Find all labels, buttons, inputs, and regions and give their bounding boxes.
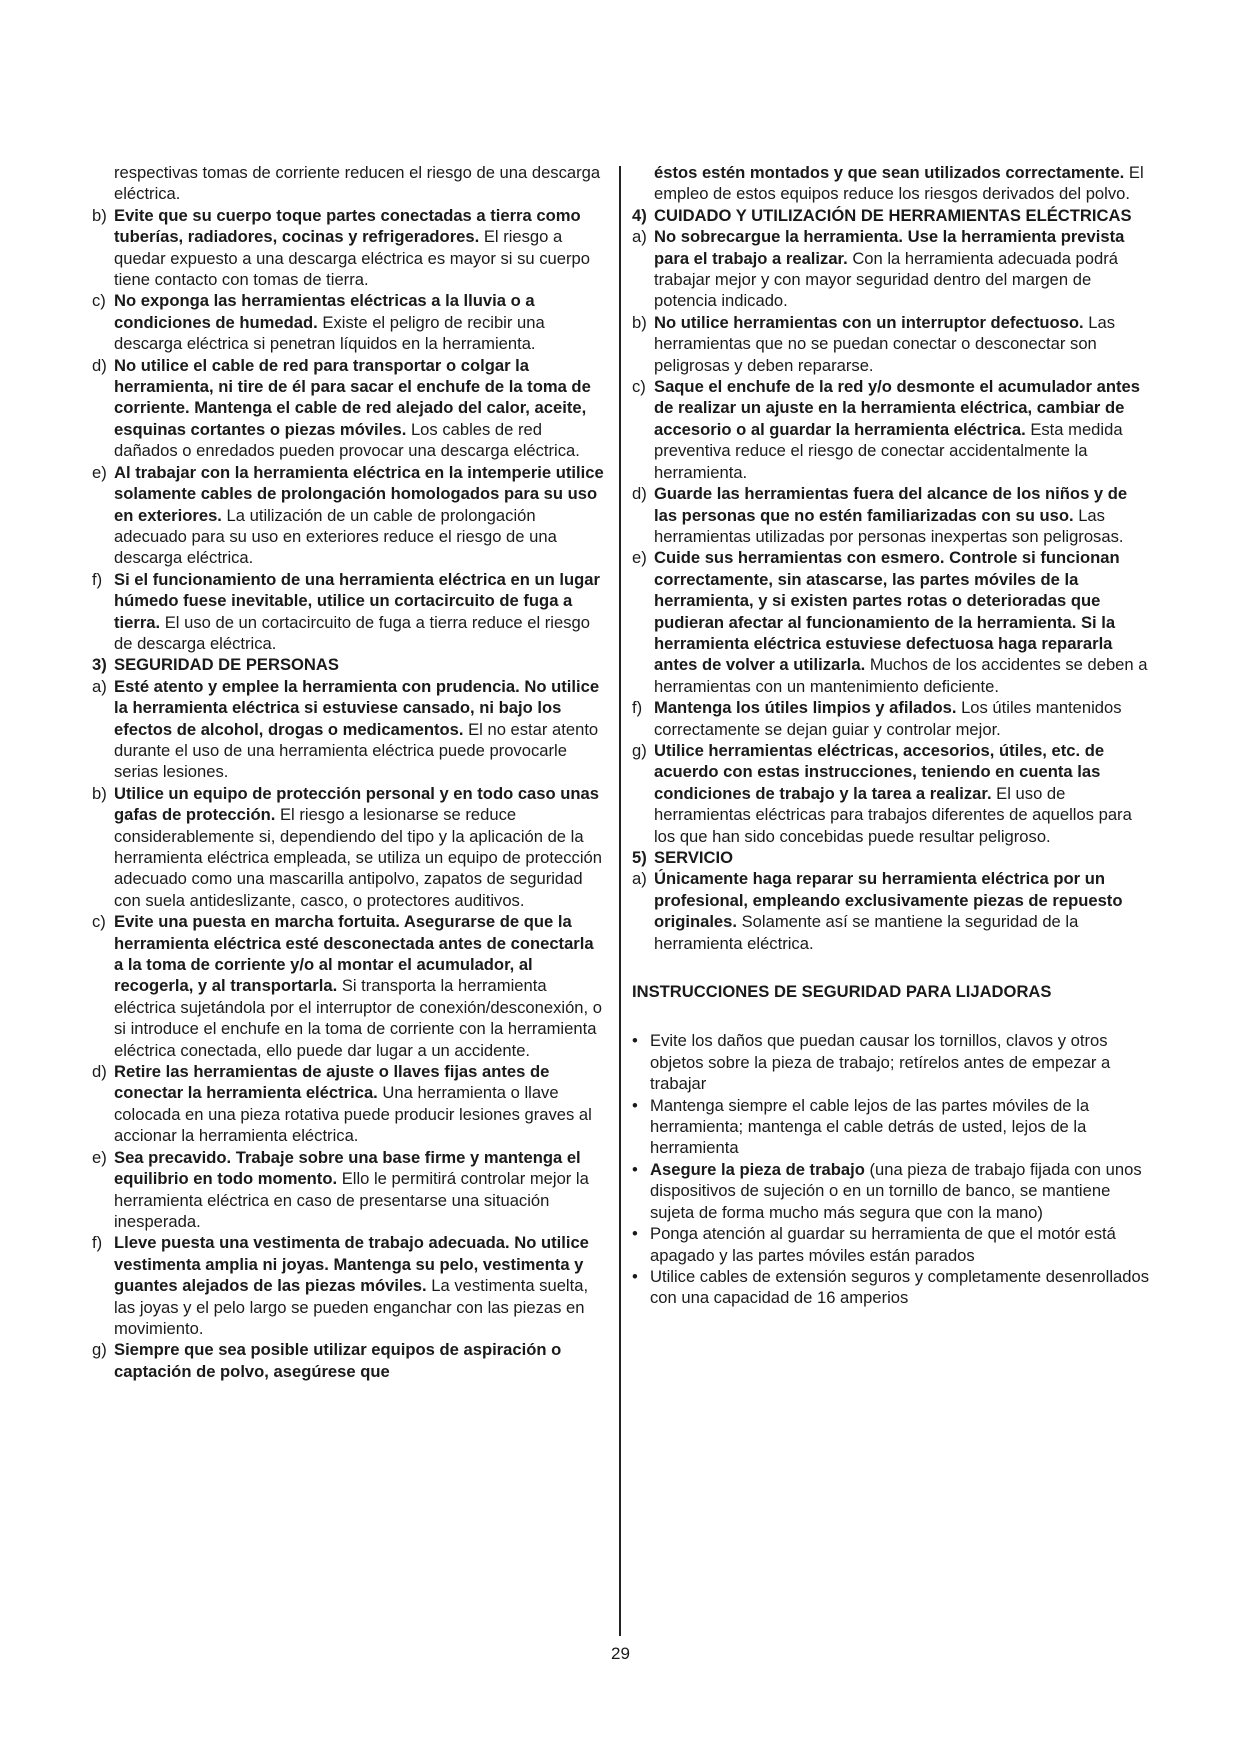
item-bold: No utilice el cable de red para transportar o colgar la herramienta, ni tire de él para sacar el enchufe de la toma de corriente. Mantenga el cable de red alejado del calor, aceite, esquinas cortantes o piezas móviles. (114, 355, 591, 439)
list-item (92, 1232, 606, 1339)
list-item (92, 1339, 606, 1382)
bullet-item (632, 1266, 1154, 1309)
item-label: d) (632, 484, 647, 504)
bullet-text: Evite los daños que puedan causar los tornillos, clavos y otros objetos sobre la pieza de trabajo; retírelos antes de empezar a trabajar (650, 1031, 1111, 1094)
item-bold: Saque el enchufe de la red y/o desmonte el acumulador antes de realizar un ajuste en la herramienta eléctrica, cambiar de accesorio o al guardar la herramienta eléctrica. (654, 377, 1140, 439)
left-column (92, 162, 606, 1382)
section-number: 5) (632, 848, 647, 867)
item-label: d) (92, 355, 107, 375)
list-item (632, 697, 1154, 740)
item-label: a) (92, 676, 107, 696)
sanders-section-title: INSTRUCCIONES DE SEGURIDAD PARA LIJADORAS (632, 982, 1052, 1002)
list-item (632, 868, 1154, 954)
item-text: El uso de un cortacircuito de fuga a tierra reduce el riesgo de descarga eléctrica. (114, 612, 590, 653)
item-bold: Al trabajar con la herramienta eléctrica en la intemperie utilice solamente cables de prolongación homologados para su uso en exteriores. (114, 462, 604, 525)
section-number: 4) (632, 205, 647, 225)
item-text: El riesgo a lesionarse se reduce considerablemente si, dependiendo del tipo y la aplicación de la herramienta eléctrica empleada, se utiliza un equipo de protección adecuado como una mascarilla antipolvo, zapatos de seguridad con suela antideslizante, casco, o protectores auditivos. (114, 805, 602, 910)
item-text: Los útiles mantenidos correctamente se dejan guiar y controlar mejor. (654, 698, 1122, 739)
right-column (632, 162, 1154, 1309)
section-title: SERVICIO (654, 848, 733, 867)
list-item (632, 547, 1154, 697)
section-number: 3) (92, 655, 107, 675)
item-label: c) (92, 291, 106, 311)
bullet-text: (una pieza de trabajo fijada con unos dispositivos de sujeción o en un tornillo de banco, se mantiene sujeta de forma mucho más segura que con la mano) (650, 1159, 1142, 1222)
item-text: Esta medida preventiva reduce el riesgo de conectar accidentalmente la herramienta. (654, 419, 1123, 482)
list-item (92, 569, 606, 655)
item-bold: Mantenga los útiles limpios y afilados. (654, 698, 957, 718)
bullet-icon: • (632, 1031, 638, 1051)
item-label: f) (92, 1233, 103, 1253)
item-label: b) (92, 783, 107, 803)
item-bold: Cuide sus herramientas con esmero. Controle si funcionan correctamente, sin atascarse, las partes móviles de la herramienta, y si existen partes rotas o deterioradas que pudieran afectar al funcionamiento de la herramienta. Si la herramienta eléctrica estuviese defectuosa haga repararla antes de volver a utilizarla. (654, 548, 1120, 675)
item-text: Ello le permitirá controlar mejor la herramienta eléctrica en caso de presentarse una situación inesperada. (114, 1169, 589, 1231)
bullet-item (632, 1095, 1154, 1159)
list-item (92, 355, 606, 462)
list-item (632, 312, 1154, 376)
item-text: Si transporta la herramienta eléctrica sujetándola por el interruptor de conexión/desconexión, o si introduce el enchufe en la toma de corriente con la herramienta eléctrica conectada, ello puede dar lugar a un accidente. (114, 976, 602, 1060)
item-label: c) (632, 377, 646, 397)
item-text: Solamente así se mantiene la seguridad de la herramienta eléctrica. (654, 912, 1079, 953)
column-divider (619, 166, 621, 1636)
item-bold: Esté atento y emplee la herramienta con prudencia. No utilice la herramienta eléctrica si estuviese cansado, ni bajo los efectos de alcohol, drogas o medicamentos. (114, 676, 600, 739)
list-item (92, 1061, 606, 1147)
item-text: La utilización de un cable de prolongación adecuado para su uso en exteriores reduce el riesgo de una descarga eléctrica. (114, 505, 557, 568)
item-bold: No sobrecargue la herramienta. Use la herramienta prevista para el trabajo a realizar. (654, 227, 1125, 268)
item-label: b) (92, 205, 107, 225)
item-label: f) (92, 569, 103, 589)
list-item (92, 205, 606, 291)
item-bold: Utilice herramientas eléctricas, accesorios, útiles, etc. de acuerdo con estas instrucciones, teniendo en cuenta las condiciones de trabajo y la tarea a realizar. (654, 740, 1105, 803)
bullet-text: Ponga atención al guardar su herramienta de que el motór está apagado y las partes móviles están parados (650, 1224, 1116, 1265)
list-item (632, 740, 1154, 847)
item-text: Muchos de los accidentes se deben a herramientas con un mantenimiento deficiente. (654, 655, 1148, 696)
item-text: El no estar atento durante el uso de una herramienta eléctrica puede provocarle serias lesiones. (114, 719, 599, 782)
item-bold: Si el funcionamiento de una herramienta eléctrica en un lugar húmedo fuese inevitable, utilice un cortacircuito de fuga a tierra. (114, 569, 600, 632)
item-text: Las herramientas utilizadas por personas inexpertas son peligrosas. (654, 505, 1124, 546)
item-text: Existe el peligro de recibir una descarga eléctrica si penetran líquidos en la herramienta. (114, 312, 545, 354)
list-item (92, 676, 606, 783)
list-item (92, 911, 606, 1061)
bullet-icon: • (632, 1224, 638, 1244)
item-label: a) (632, 227, 647, 247)
list-item (632, 376, 1154, 483)
item-label: d) (92, 1062, 107, 1082)
list-item (92, 462, 606, 569)
bullet-text: Mantenga siempre el cable lejos de las partes móviles de la herramienta; mantenga el cable detrás de usted, lejos de la herramienta (650, 1095, 1090, 1158)
bullet-bold: Asegure la pieza de trabajo (650, 1159, 865, 1179)
item-label: c) (92, 912, 106, 932)
list-item (92, 783, 606, 911)
item-text: El riesgo a quedar expuesto a una descarga eléctrica es mayor si su cuerpo tiene contacto con tomas de tierra. (114, 227, 590, 290)
item-text: Una herramienta o llave colocada en una pieza rotativa puede producir lesiones graves al accionar la herramienta eléctrica. (114, 1083, 592, 1146)
bullet-icon: • (632, 1095, 638, 1115)
item-bold: Siempre que sea posible utilizar equipos de aspiración o captación de polvo, asegúrese que (114, 1340, 562, 1381)
item-text: El uso de herramientas eléctricas para trabajos diferentes de aquellos para los que han sido concebidas puede resultar peligroso. (654, 783, 1132, 846)
item-bold: No exponga las herramientas eléctricas a la lluvia o a condiciones de humedad. (114, 291, 535, 332)
bullet-item (632, 1159, 1154, 1223)
item-text: Los cables de red dañados o enredados pueden provocar una descarga eléctrica. (114, 419, 580, 461)
item-bold: Utilice un equipo de protección personal y en todo caso unas gafas de protección. (114, 783, 599, 825)
list-item (92, 290, 606, 354)
list-item (92, 1147, 606, 1233)
item-bold: éstos estén montados y que sean utilizados correctamente. (654, 163, 1125, 182)
list-item (632, 483, 1154, 547)
list-item (632, 226, 1154, 312)
item-text: Las herramientas que no se puedan conectar o desconectar son peligrosas y deben repararse. (654, 312, 1116, 375)
section-heading (92, 654, 606, 675)
item-continuation (632, 162, 1154, 205)
item-label: g) (632, 740, 647, 760)
item-bold: Únicamente haga reparar su herramienta eléctrica por un profesional, empleando exclusivamente piezas de repuesto originales. (654, 869, 1123, 932)
item-label: f) (632, 698, 643, 718)
item-bold: Retire las herramientas de ajuste o llaves fijas antes de conectar la herramienta eléctrica. (114, 1062, 550, 1103)
bullet-icon: • (632, 1159, 638, 1179)
item-bold: No utilice herramientas con un interruptor defectuoso. (654, 312, 1084, 332)
item-label: a) (632, 869, 647, 889)
bullet-item (632, 1223, 1154, 1266)
item-text: La vestimenta suelta, las joyas y el pelo largo se pueden enganchar con las piezas en movimiento. (114, 1276, 589, 1338)
item-bold: Evite que su cuerpo toque partes conectadas a tierra como tuberías, radiadores, cocinas y refrigeradores. (114, 205, 581, 247)
section-title: SEGURIDAD DE PERSONAS (114, 655, 339, 675)
item-label: e) (632, 548, 647, 568)
section-heading (632, 205, 1154, 226)
item-bold: Sea precavido. Trabaje sobre una base firme y mantenga el equilibrio en todo momento. (114, 1147, 581, 1189)
item-label: e) (92, 462, 107, 482)
item-label: e) (92, 1147, 107, 1167)
item-bold: Evite una puesta en marcha fortuita. Asegurarse de que la herramienta eléctrica esté desconectada antes de conectarla a la toma de corriente y/o al montar el acumulador, al recogerla, y al transportarla. (114, 912, 594, 996)
item-bold: Guarde las herramientas fuera del alcance de los niños y de las personas que no estén familiarizadas con su uso. (654, 484, 1128, 525)
item-label: g) (92, 1340, 107, 1360)
section-heading (632, 847, 1154, 868)
bullet-item (632, 1030, 1154, 1094)
section-title: CUIDADO Y UTILIZACIÓN DE HERRAMIENTAS ELÉCTRICAS (654, 205, 1132, 225)
item-text: Con la herramienta adecuada podrá trabajar mejor y con mayor seguridad dentro del margen de potencia indicado. (654, 248, 1118, 311)
item-text: El empleo de estos equipos reduce los riesgos derivados del polvo. (654, 163, 1144, 204)
item-bold: Lleve puesta una vestimenta de trabajo adecuada. No utilice vestimenta amplia ni joyas. Mantenga su pelo, vestimenta y guantes alejados de las piezas móviles. (114, 1233, 589, 1296)
intro-continuation: respectivas tomas de corriente reducen el riesgo de una descarga eléctrica. (114, 163, 601, 204)
bullet-text: Utilice cables de extensión seguros y completamente desenrollados con una capacidad de 16 amperios (650, 1266, 1150, 1308)
page-number: 29 (611, 1644, 630, 1663)
item-label: b) (632, 312, 647, 332)
bullet-icon: • (632, 1266, 638, 1286)
